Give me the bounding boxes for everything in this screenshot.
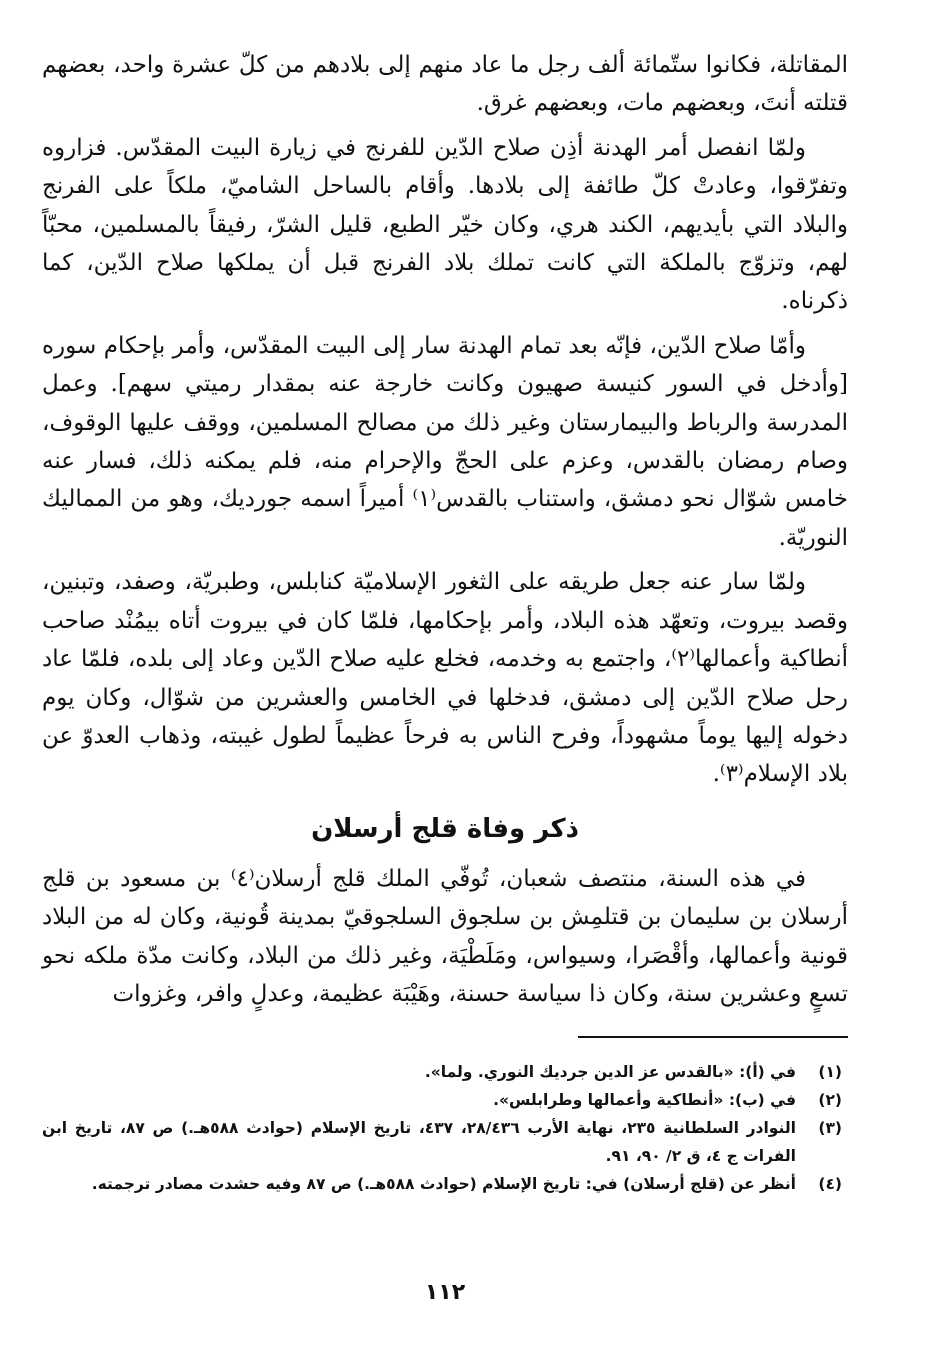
book-page <box>42 46 848 1336</box>
footnote-text: في (ب): «أنطاكية وأعمالها وطرابلس». <box>493 1091 796 1109</box>
footnote-text: في (أ): «بالقدس عز الدين جرديك النوري. ولما». <box>424 1063 796 1081</box>
section-heading: ذكر وفاة قلج أرسلان <box>311 813 579 844</box>
footnote-number: (١) <box>818 1063 842 1081</box>
paragraph-3: وأمّا صلاح الدّين، فإنّه بعد تمام الهدنة سار إلى البيت المقدّس، وأمر بإحكام سوره [وأدخل في السور كنيسة صهيون وكانت خارجة عنه بمقدار رميتي سهم]. وعمل المدرسة والرباط والبيمارستان وغير ذلك من مصالح المسلمين، ووقف عليها الوقوف، وصام رمضان بالقدس، وعزم على الحجّ والإحرام منه، فلم يمكنه ذلك، فسار عنه خامس شوّال نحو دمشق، واستناب بالقدس⁽١⁾ أميراً اسمه جورديك، وهو من المماليك النوريّة. <box>42 332 848 551</box>
paragraph-4: ولمّا سار عنه جعل طريقه على الثغور الإسلاميّة كنابلس، وطبريّة، وصفد، وتبنين، وقصد بيروت، وتعهّد هذه البلاد، وأمر بإحكامها، فلمّا كان في بيروت أتاه بيمُنْد صاحب أنطاكية وأعمالها⁽٢⁾، واجتمع به وخدمه، فخلع عليه صلاح الدّين وعاد إلى بلده، فلمّا عاد رحل صلاح الدّين إلى دمشق، فدخلها في الخامس والعشرين من شوّال، وكان يوم دخوله إليها يوماً مشهوداً، وفرح الناس به فرحاً عظيماً لطول غيبته، وذهاب العدوّ عن بلاد الإسلام⁽٣⁾. <box>42 569 848 788</box>
footnote-2 <box>42 1086 848 1114</box>
paragraph-2: ولمّا انفصل أمر الهدنة أذِن صلاح الدّين للفرنج في زيارة البيت المقدّس. فزاروه وتفرّقوا، وعادتْ كلّ طائفة إلى بلادها. وأقام بالساحل الشاميّ، ملكاً على الفرنج والبلاد التي بأيديهم، الكند هري، وكان خيّر الطبع، قليل الشرّ، رفيقاً بالمسلمين، محبّاً لهم، وتزوّج بالملكة التي كانت تملك بلاد الفرنج قبل أن يملكها صلاح الدّين، كما ذكرناه. <box>42 134 848 315</box>
footnote-text: أنظر عن (قلج أرسلان) في: تاريخ الإسلام (حوادث ٥٨٨هـ.) ص ٨٧ وفيه حشدت مصادر ترجمته. <box>91 1175 796 1193</box>
main-text <box>42 46 848 1013</box>
footnote-number: (٤) <box>818 1175 842 1193</box>
paragraph-5: في هذه السنة، منتصف شعبان، تُوفّي الملك قلج أرسلان⁽٤⁾ بن مسعود بن قلج أرسلان بن سليمان بن قتلمِش بن سلجوق السلجوقيّ بمدينة قُونية، وكان له من البلاد قونية وأعمالها، وأقْصَرا، وسيواس، ومَلَطْيَة، وغير ذلك من البلاد، وكانت مدّة ملكه نحو تسعٍ وعشرين سنة، وكان ذا سياسة حسنة، وهَيْبَة عظيمة، وعدلٍ وافر، وغزوات <box>42 865 848 1007</box>
footnote-divider <box>578 1036 848 1038</box>
footnote-number: (٢) <box>818 1091 842 1109</box>
footnote-1 <box>42 1058 848 1086</box>
page-number: ١١٢ <box>424 1280 466 1305</box>
paragraph-1: المقاتلة، فكانوا ستّمائة ألف رجل ما عاد منهم إلى بلادهم من كلّ عشرة واحد، بعضهم قتلته أنتَ، وبعضهم مات، وبعضهم غرق. <box>42 52 848 117</box>
footnote-3 <box>42 1114 848 1170</box>
footnote-text: النوادر السلطانية ٢٣٥، نهاية الأرب ٢٨/٤٣٦، ٤٣٧، تاريخ الإسلام (حوادث ٥٨٨هـ.) ص ٨٧، تاريخ ابن الفرات ج ٤، ق ٢/ ٩٠، ٩١. <box>42 1119 796 1165</box>
footnotes <box>42 1058 848 1198</box>
footnote-number: (٣) <box>818 1119 842 1137</box>
footnote-4 <box>42 1170 848 1198</box>
